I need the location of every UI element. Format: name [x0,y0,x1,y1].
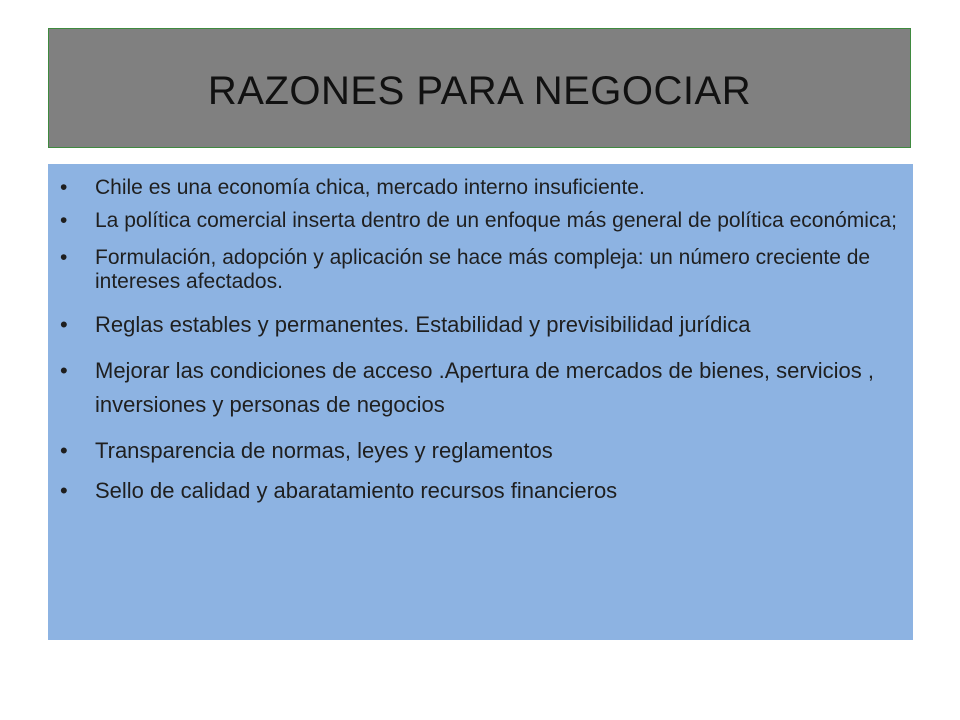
bullet-icon: • [60,478,68,503]
bullet-item [48,308,899,342]
bullet-text: La política comercial inserta dentro de un enfoque más general de política económica; [95,209,897,232]
bullet-icon: • [60,312,68,337]
bullet-text: Transparencia de normas, leyes y reglamentos [95,438,553,463]
bullet-item [48,354,899,422]
bullet-text: Sello de calidad y abaratamiento recursos financieros [95,478,618,503]
bullet-text: Chile es una economía chica, mercado interno insuficiente. [95,176,645,199]
bullet-icon: • [60,358,68,383]
bullet-icon: • [60,246,68,269]
bullet-icon: • [60,438,68,463]
bullet-text: Formulación, adopción y aplicación se hace más compleja: un número creciente de intereses afectados. [95,246,871,293]
bullet-icon: • [60,209,68,232]
bullet-item [48,474,899,508]
content-box [48,164,913,640]
slide-title: RAZONES PARA NEGOCIAR [207,68,752,113]
bullet-item [48,176,899,200]
bullet-item [48,209,899,233]
title-box [48,28,911,148]
bullet-icon: • [60,176,68,199]
bullet-list [48,176,899,508]
bullet-text: Reglas estables y permanentes. Estabilidad y previsibilidad jurídica [95,312,751,337]
bullet-item [48,434,899,468]
bullet-text: Mejorar las condiciones de acceso .Apertura de mercados de bienes, servicios , inversiones y personas de negocios [95,358,874,417]
bullet-item [48,246,899,294]
